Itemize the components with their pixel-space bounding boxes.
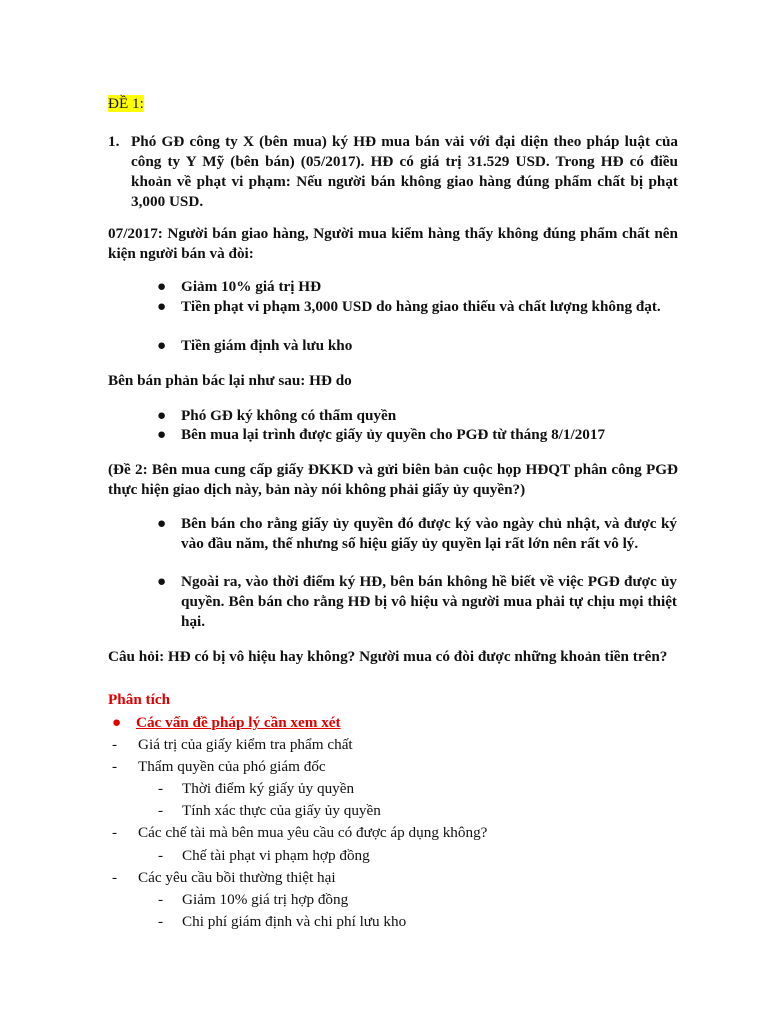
claim-text: Giảm 10% giá trị HĐ <box>181 278 322 295</box>
claim-item <box>157 336 677 356</box>
bullet-icon: ● <box>157 337 167 354</box>
issues-heading-item <box>112 713 632 733</box>
claim-item <box>157 297 677 317</box>
seller-rebuttal: Bên bán phản bác lại như sau: HĐ do <box>108 372 352 389</box>
rebuttal-item <box>157 406 677 426</box>
analysis-subitem <box>158 912 678 932</box>
analysis-item <box>112 735 672 755</box>
analysis-item-text: Tính xác thực của giấy ủy quyền <box>182 802 381 819</box>
question-paragraph: Câu hỏi: HĐ có bị vô hiệu hay không? Người mua có đòi được những khoản tiền trên? <box>108 648 668 665</box>
de2-item <box>157 514 677 554</box>
claim-item <box>157 277 677 297</box>
analysis-item <box>112 823 672 843</box>
dash-marker: - <box>158 913 164 930</box>
question-1 <box>108 132 678 212</box>
de2-text: Bên bán cho rằng giấy ủy quyền đó được ký vào ngày chủ nhật, và được ký vào đầu năm, thế nhưng số hiệu giấy ủy quyền lại rất lớn nên rất vô lý. <box>181 515 677 552</box>
bullet-icon: ● <box>157 426 167 443</box>
dash-marker: - <box>158 847 164 864</box>
analysis-subitem <box>158 846 678 866</box>
analysis-item-text: Thẩm quyền của phó giám đốc <box>138 758 326 775</box>
question-1-text: Phó GĐ công ty X (bên mua) ký HĐ mua bán vải với đại diện theo pháp luật của công ty Y Mỹ (bên bán) (05/2017). HĐ có giá trị 31.529 USD. Trong HĐ có điều khoản về phạt vi phạm: Nếu người bán không giao hàng đúng phẩm chất bị phạt 3,000 USD. <box>131 133 678 210</box>
issues-heading: Các vấn đề pháp lý cần xem xét <box>136 714 341 731</box>
bullet-icon: ● <box>157 515 167 532</box>
dash-marker: - <box>158 802 164 819</box>
analysis-item <box>112 757 672 777</box>
dash-marker: - <box>112 736 118 753</box>
dash-marker: - <box>158 780 164 797</box>
de2-text: Ngoài ra, vào thời điểm ký HĐ, bên bán không hề biết về việc PGĐ được ủy quyền. Bên bán cho rằng HĐ bị vô hiệu và người mua phải tự chịu mọi thiệt hại. <box>181 573 677 630</box>
delivery-paragraph: 07/2017: Người bán giao hàng, Người mua kiểm hàng thấy không đúng phẩm chất nên kiện người bán và đòi: <box>108 225 678 262</box>
bullet-icon: ● <box>112 714 122 731</box>
analysis-item-text: Các chế tài mà bên mua yêu cầu có được áp dụng không? <box>138 824 488 841</box>
analysis-title: Phân tích <box>108 691 171 708</box>
exam-heading <box>108 94 144 114</box>
bullet-icon: ● <box>157 573 167 590</box>
bullet-icon: ● <box>157 298 167 315</box>
de2-item <box>157 572 677 632</box>
bullet-icon: ● <box>157 407 167 424</box>
analysis-item-text: Thời điểm ký giấy ủy quyền <box>182 780 355 797</box>
dash-marker: - <box>158 891 164 908</box>
analysis-item <box>112 868 672 888</box>
analysis-item-text: Chế tài phạt vi phạm hợp đồng <box>182 847 370 864</box>
de2-paragraph: (Đề 2: Bên mua cung cấp giấy ĐKKD và gửi biên bản cuộc họp HĐQT phân công PGĐ thực hiện giao dịch này, bản này nói không phải giấy ủy quyền?) <box>108 461 678 498</box>
claim-text: Tiền phạt vi phạm 3,000 USD do hàng giao thiếu và chất lượng không đạt. <box>181 298 661 315</box>
analysis-item-text: Giá trị của giấy kiểm tra phẩm chất <box>138 736 353 753</box>
analysis-item-text: Chi phí giám định và chi phí lưu kho <box>182 913 407 930</box>
analysis-item-text: Giảm 10% giá trị hợp đồng <box>182 891 349 908</box>
question-number: 1. <box>108 133 120 150</box>
bullet-icon: ● <box>157 278 167 295</box>
dash-marker: - <box>112 758 118 775</box>
rebuttal-text: Bên mua lại trình được giấy ủy quyền cho PGĐ từ tháng 8/1/2017 <box>181 426 606 443</box>
rebuttal-item <box>157 425 677 445</box>
analysis-subitem <box>158 779 678 799</box>
highlighted-heading-text: ĐỀ 1: <box>108 95 144 112</box>
claim-text: Tiền giám định và lưu kho <box>181 337 353 354</box>
dash-marker: - <box>112 824 118 841</box>
analysis-subitem <box>158 801 678 821</box>
analysis-item-text: Các yêu cầu bồi thường thiệt hại <box>138 869 336 886</box>
rebuttal-text: Phó GĐ ký không có thẩm quyền <box>181 407 397 424</box>
dash-marker: - <box>112 869 118 886</box>
analysis-subitem <box>158 890 678 910</box>
